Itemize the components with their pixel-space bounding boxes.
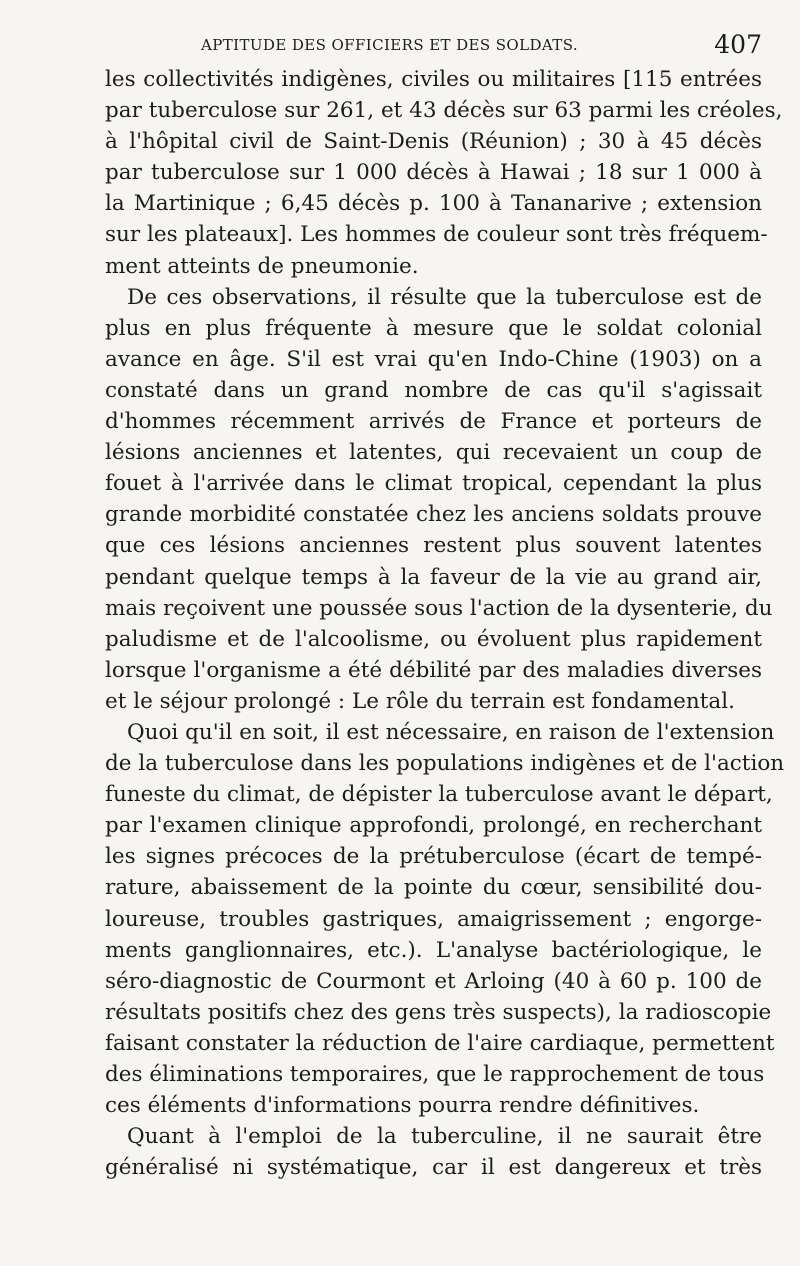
text-line: de la tuberculose dans les populations indigènes et de l'action [105, 751, 785, 777]
text-line: à l'hôpital civil de Saint-Denis (Réunion) ; 30 à 45 décès [105, 129, 762, 155]
text-line: résultats positifs chez des gens très suspects), la radioscopie [105, 999, 772, 1025]
text-line: avance en âge. S'il est vrai qu'en Indo-Chine (1903) on a [105, 346, 762, 372]
text-line: d'hommes récemment arrivés de France et porteurs de [105, 409, 762, 435]
text-line: Quant à l'emploi de la tuberculine, il ne saurait être [127, 1124, 762, 1150]
text-line: par l'examen clinique approfondi, prolongé, en recherchant [105, 813, 762, 839]
paragraph-2 [105, 282, 773, 717]
text-line: rature, abaissement de la pointe du cœur, sensibilité dou- [105, 875, 762, 901]
text-line: loureuse, troubles gastriques, amaigrissement ; engorge- [105, 906, 762, 932]
text-line: par tuberculose sur 261, et 43 décès sur 63 parmi les créoles, [105, 98, 783, 124]
text-line: ment atteints de pneumonie. [105, 253, 419, 279]
text-line: plus en plus fréquente à mesure que le soldat colonial [105, 315, 762, 341]
text-line: lésions anciennes et latentes, qui recevaient un coup de [105, 440, 762, 466]
paragraph-3 [105, 717, 785, 1121]
text-line: sur les plateaux]. Les hommes de couleur sont très fréquem- [105, 222, 768, 248]
text-line: les collectivités indigènes, civiles ou militaires [115 entrées [105, 67, 762, 92]
text-line: grande morbidité constatée chez les anciens soldats prouve [105, 502, 762, 528]
text-line: funeste du climat, de dépister la tuberculose avant le départ, [105, 782, 773, 808]
running-header [105, 30, 762, 64]
running-title: APTITUDE DES OFFICIERS ET DES SOLDATS. [201, 36, 579, 54]
text-line: ments ganglionnaires, etc.). L'analyse bactériologique, le [105, 937, 762, 963]
text-line: que ces lésions anciennes restent plus souvent latentes [105, 533, 762, 559]
text-line: pendant quelque temps à la faveur de la vie au grand air, [105, 564, 762, 590]
text-line: Quoi qu'il en soit, il est nécessaire, en raison de l'extension [127, 719, 775, 745]
text-line: De ces observations, il résulte que la tuberculose est de [127, 284, 762, 310]
text-line: lorsque l'organisme a été débilité par des maladies diverses [105, 657, 762, 683]
text-line: séro-diagnostic de Courmont et Arloing (40 à 60 p. 100 de [105, 968, 762, 994]
text-line: la Martinique ; 6,45 décès p. 100 à Tananarive ; extension [105, 191, 762, 217]
text-line: paludisme et de l'alcoolisme, ou évoluent plus rapidement [105, 626, 762, 652]
text-line: et le séjour prolongé : Le rôle du terrain est fondamental. [105, 688, 735, 714]
text-line: par tuberculose sur 1 000 décès à Hawai ; 18 sur 1 000 à [105, 160, 762, 186]
text-line: ces éléments d'informations pourra rendre définitives. [105, 1093, 700, 1119]
paragraph-1 [105, 64, 783, 282]
text-line: généralisé ni systématique, car il est dangereux et très [105, 1155, 762, 1181]
text-line: des éliminations temporaires, que le rapprochement de tous [105, 1062, 765, 1087]
text-line: constaté dans un grand nombre de cas qu'il s'agissait [105, 377, 762, 403]
page-number: 407 [714, 30, 762, 59]
text-line: mais reçoivent une poussée sous l'action de la dysenterie, du [105, 595, 773, 621]
text-line: faisant constater la réduction de l'aire cardiaque, permettent [105, 1030, 775, 1056]
text-line: les signes précoces de la prétuberculose (écart de tempé- [105, 844, 762, 870]
paragraph-4 [105, 1121, 762, 1183]
body-text [105, 64, 785, 1183]
text-line: fouet à l'arrivée dans le climat tropical, cependant la plus [105, 471, 762, 497]
